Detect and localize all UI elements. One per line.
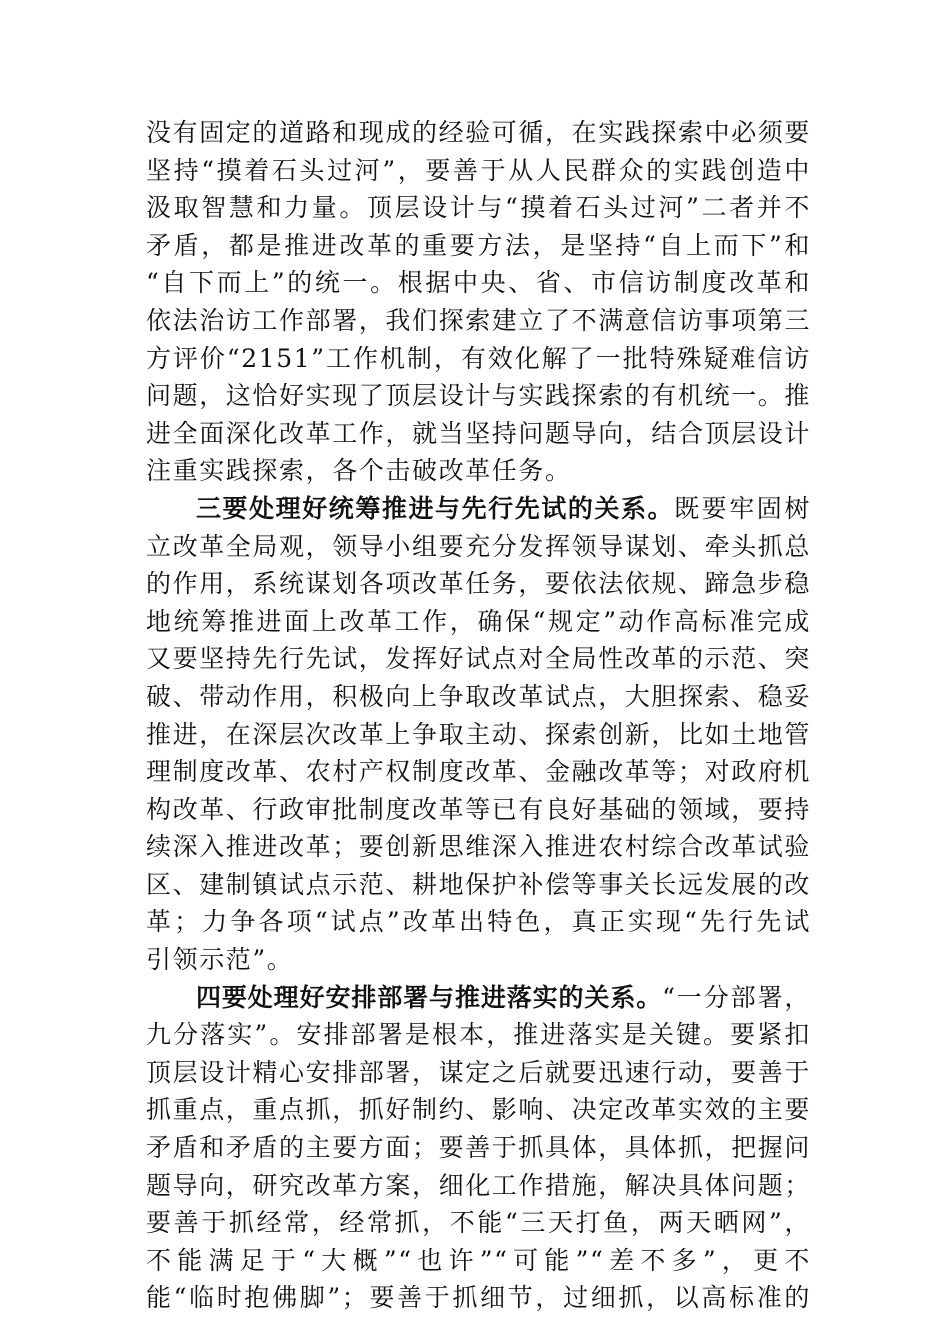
paragraph-text: “一分部署， bbox=[662, 982, 811, 1012]
text-line: 方评价“2151”工作机制，有效化解了一批特殊疑难信访 bbox=[146, 343, 811, 373]
text-line: 没有固定的道路和现成的经验可循，在实践探索中必须要 bbox=[146, 118, 812, 147]
text-line: 矛盾和矛盾的主要方面；要善于抓具体，具体抓，把握问 bbox=[146, 1133, 812, 1163]
text-line: 汲取智慧和力量。顶层设计与“摸着石头过河”二者并不 bbox=[146, 193, 811, 223]
text-line: 立改革全局观，领导小组要充分发挥领导谋划、牵头抓总 bbox=[146, 531, 812, 561]
document-body bbox=[146, 114, 811, 1317]
text-line: 题导向，研究改革方案，细化工作措施，解决具体问题； bbox=[146, 1170, 812, 1200]
text-line: 矛盾，都是推进改革的重要方法，是坚持“自上而下”和 bbox=[146, 230, 811, 260]
text-line: 的作用，系统谋划各项改革任务，要依法依规、蹄急步稳 bbox=[146, 569, 812, 599]
text-line: 抓重点，重点抓，抓好制约、影响、决定改革实效的主要 bbox=[146, 1095, 812, 1125]
text-line: 要善于抓经常，经常抓，不能“三天打鱼，两天晒网”， bbox=[146, 1208, 811, 1238]
text-line: 依法治访工作部署，我们探索建立了不满意信访事项第三 bbox=[146, 305, 812, 335]
text-line: 革；力争各项“试点”改革出特色，真正实现“先行先试 bbox=[146, 907, 811, 937]
text-line: 九分落实”。安排部署是根本，推进落实是关键。要紧扣 bbox=[146, 1020, 811, 1050]
paragraph-first-line bbox=[146, 490, 811, 528]
text-line: 问题，这恰好实现了顶层设计与实践探索的有机统一。推 bbox=[146, 381, 812, 411]
text-line: 进全面深化改革工作，就当坚持问题导向，结合顶层设计 bbox=[146, 418, 812, 448]
text-line: 注重实践探索，各个击破改革任务。 bbox=[146, 456, 572, 486]
text-line: “自下而上”的统一。根据中央、省、市信访制度改革和 bbox=[146, 268, 811, 298]
text-line: 区、建制镇试点示范、耕地保护补偿等事关长远发展的改 bbox=[146, 869, 812, 899]
text-line: 构改革、行政审批制度改革等已有良好基础的领域，要持 bbox=[146, 794, 812, 824]
text-line: 推进，在深层次改革上争取主动、探索创新，比如土地管 bbox=[146, 719, 812, 749]
text-line: 不能满足于“大概”“也许”“可能”“差不多”，更不 bbox=[146, 1245, 811, 1275]
text-line: 理制度改革、农村产权制度改革、金融改革等；对政府机 bbox=[146, 757, 812, 787]
paragraph-text: 既要牢固树 bbox=[674, 493, 811, 523]
text-line: 又要坚持先行先试，发挥好试点对全局性改革的示范、突 bbox=[146, 644, 812, 674]
text-line: 坚持“摸着石头过河”，要善于从人民群众的实践创造中 bbox=[146, 155, 811, 185]
text-line: 能“临时抱佛脚”；要善于抓细节，过细抓，以高标准的 bbox=[146, 1283, 811, 1313]
text-line: 地统筹推进面上改革工作，确保“规定”动作高标准完成 bbox=[146, 606, 811, 636]
paragraph-heading: 四要处理好安排部署与推进落实的关系。 bbox=[196, 982, 663, 1012]
text-line: 续深入推进改革；要创新思维深入推进农村综合改革试验 bbox=[146, 832, 812, 862]
text-line: 破、带动作用，积极向上争取改革试点，大胆探索、稳妥 bbox=[146, 681, 812, 711]
text-line: 顶层设计精心安排部署，谋定之后就要迅速行动，要善于 bbox=[146, 1057, 812, 1087]
paragraph-heading: 三要处理好统筹推进与先行先试的关系。 bbox=[196, 493, 675, 523]
paragraph-first-line bbox=[146, 979, 811, 1017]
text-line: 引领示范”。 bbox=[146, 945, 294, 975]
